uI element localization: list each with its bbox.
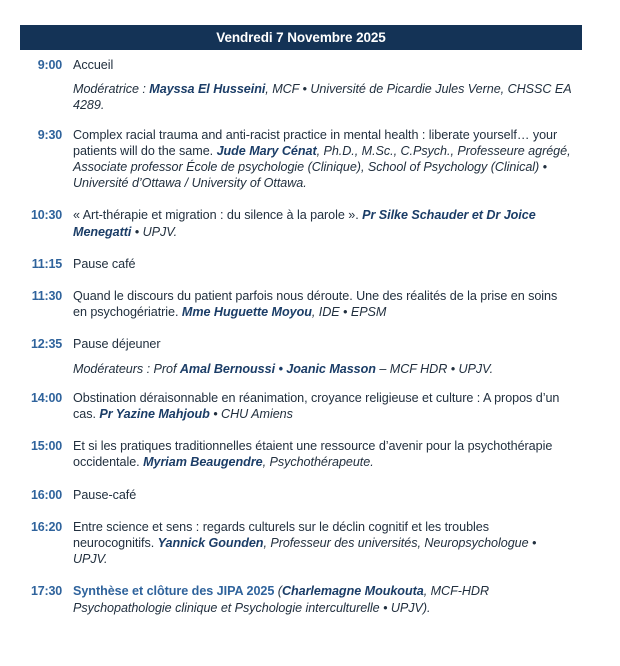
schedule-row	[0, 583, 620, 615]
time-spacer	[0, 361, 62, 377]
schedule-description	[73, 583, 573, 615]
moderator-row	[0, 81, 620, 113]
speaker-name: Pr Yazine Mahjoub	[99, 407, 210, 422]
schedule-description	[73, 57, 573, 73]
schedule-description	[73, 256, 573, 272]
moderator-label: Modératrice :	[73, 82, 150, 97]
moderator-affiliation: , MCF • Université de Picardie Jules Verne, CHSSC EA 4289.	[73, 82, 572, 113]
open-parenthesis: (	[274, 584, 282, 599]
schedule-row	[0, 519, 620, 568]
schedule-list	[0, 57, 620, 627]
schedule-time: 14:00	[31, 390, 62, 405]
day-header-title: Vendredi 7 Novembre 2025	[216, 29, 386, 45]
schedule-time: 16:00	[31, 487, 62, 502]
schedule-row	[0, 127, 620, 192]
speaker-affiliation: , MCF-HDR Psychopathologie clinique et Psychologie interculturelle • UPJV).	[73, 584, 489, 615]
closing-session-title: Synthèse et clôture des JIPA 2025	[73, 584, 275, 599]
schedule-row	[0, 336, 620, 352]
schedule-description	[73, 390, 573, 422]
schedule-row	[0, 207, 620, 239]
speaker-affiliation: , Ph.D., M.Sc., C.Psych., Professeure agrégé, Associate professor École de psychologie (Clinique), School of Psychology (Clinical) • Université d’Ottawa / University of Ottawa.	[73, 143, 571, 191]
schedule-description	[73, 336, 573, 352]
schedule-time: 17:30	[31, 584, 62, 599]
speaker-name: Yannick Gounden	[157, 536, 264, 551]
session-title: « Art-thérapie et migration : du silence à la parole ».	[73, 208, 363, 223]
session-title: Pause café	[73, 256, 136, 271]
speaker-affiliation: • CHU Amiens	[209, 407, 293, 422]
schedule-description	[73, 487, 573, 503]
speaker-affiliation: , Psychothérapeute.	[262, 455, 374, 470]
schedule-description	[73, 519, 573, 568]
moderator-name: Amal Bernoussi • Joanic Masson	[179, 361, 376, 376]
speaker-name: Jude Mary Cénat	[216, 143, 317, 158]
schedule-row	[0, 438, 620, 470]
session-title: Quand le discours du patient parfois nous déroute. Une des réalités de la prise en soins en psychogériatrie.	[73, 289, 558, 320]
schedule-time: 9:00	[37, 58, 62, 72]
speaker-affiliation: • UPJV.	[131, 224, 178, 239]
speaker-affiliation: , IDE • EPSM	[311, 305, 387, 320]
schedule-row	[0, 487, 620, 503]
schedule-row	[0, 390, 620, 422]
time-spacer	[0, 81, 62, 113]
speaker-name: Pr Silke Schauder et Dr Joice Menegatti	[73, 208, 536, 239]
schedule-description	[73, 207, 573, 239]
schedule-time: 9:30	[37, 127, 62, 142]
session-title: Et si les pratiques traditionnelles étaient une ressource d’avenir pour la psychothérapie occidentale.	[73, 439, 553, 470]
speaker-name: Myriam Beaugendre	[143, 455, 263, 470]
schedule-time: 10:30	[31, 208, 62, 223]
moderator-note	[73, 81, 573, 113]
moderator-name: Mayssa El Husseini	[149, 82, 266, 97]
schedule-time: 11:15	[31, 256, 62, 271]
speaker-name: Charlemagne Moukouta	[281, 584, 424, 599]
schedule-description	[73, 288, 573, 320]
moderator-note	[73, 361, 573, 377]
schedule-row	[0, 57, 620, 73]
speaker-name: Mme Huguette Moyou	[181, 305, 312, 320]
session-title: Entre science et sens : regards culturels sur le déclin cognitif et les troubles neurocognitifs.	[73, 519, 489, 551]
session-title: Complex racial trauma and anti-racist practice in mental health : liberate yourself… your patients will do the same.	[73, 127, 558, 158]
day-header-bar	[20, 25, 582, 50]
moderator-affiliation: – MCF HDR • UPJV.	[375, 361, 494, 376]
moderator-row	[0, 361, 620, 377]
speaker-affiliation: , Professeur des universités, Neuropsychologue • UPJV.	[73, 536, 537, 567]
session-title: Pause-café	[73, 487, 137, 502]
schedule-description	[73, 127, 573, 192]
session-title: Obstination déraisonnable en réanimation, croyance religieuse et culture : A propos d’un cas.	[73, 390, 560, 422]
schedule-time: 11:30	[31, 289, 62, 304]
session-title: Accueil	[73, 58, 114, 72]
schedule-time: 12:35	[31, 337, 62, 352]
session-title: Pause déjeuner	[73, 337, 161, 352]
schedule-time: 15:00	[31, 439, 62, 454]
moderator-label: Modérateurs : Prof	[73, 361, 180, 376]
schedule-row	[0, 256, 620, 272]
schedule-time: 16:20	[31, 519, 62, 534]
schedule-row	[0, 288, 620, 320]
schedule-description	[73, 438, 573, 470]
